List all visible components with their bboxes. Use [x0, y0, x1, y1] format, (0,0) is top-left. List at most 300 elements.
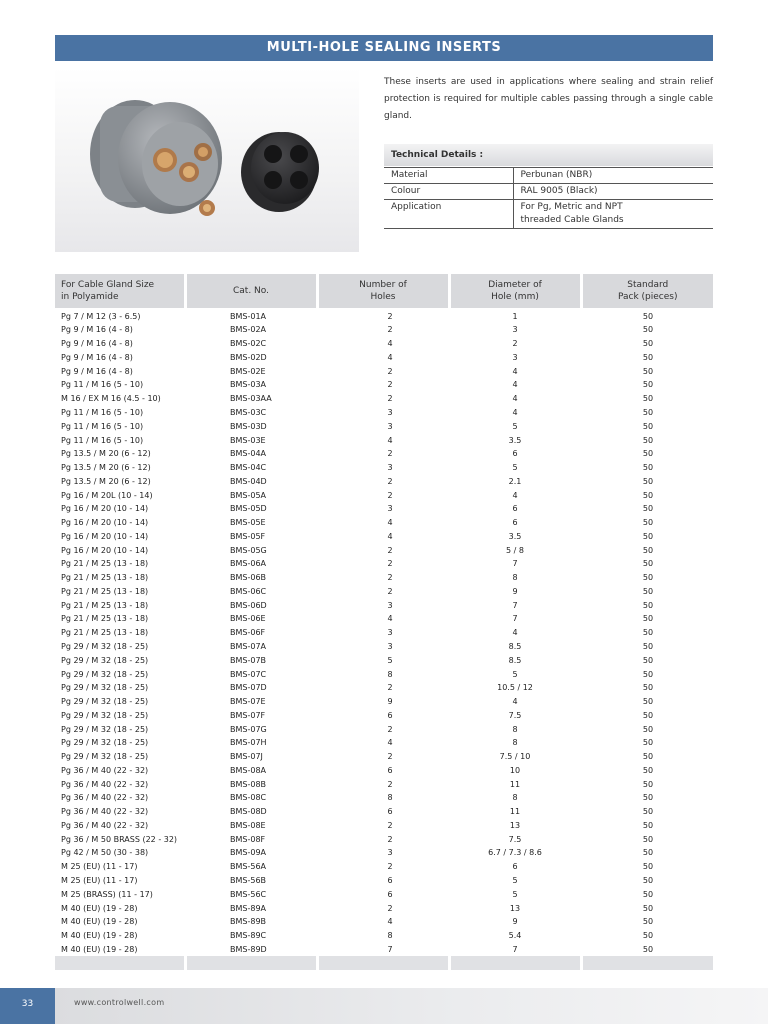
holes-cell: 4 — [387, 614, 393, 624]
table-footer-cell — [581, 956, 713, 970]
holes-cell: 2 — [387, 380, 393, 390]
website-url: www.controlwell.com — [74, 998, 165, 1007]
table-row — [55, 308, 713, 323]
table-row — [55, 392, 713, 406]
holes-cell: 4 — [387, 518, 393, 528]
header-cat-no: Cat. No. — [185, 274, 317, 308]
diameter-cell: 3.5 — [508, 531, 522, 541]
holes-cell: 3 — [387, 848, 393, 858]
tech-row — [384, 184, 713, 200]
gland-size-cell: M 40 (EU) (19 - 28) — [61, 903, 138, 913]
table-row — [55, 585, 713, 599]
tech-label: Material — [384, 168, 513, 184]
holes-cell: 2 — [387, 903, 393, 913]
gland-size-cell: Pg 36 / M 40 (22 - 32) — [61, 793, 149, 803]
diameter-cell: 3.5 — [508, 435, 522, 445]
diameter-cell: 8 — [512, 724, 518, 734]
diameter-cell: 5 — [512, 669, 518, 679]
cat-no-cell: BMS-08B — [230, 779, 267, 789]
diameter-cell: 8.5 — [508, 655, 522, 665]
cat-no-cell: BMS-05A — [230, 490, 267, 500]
gland-size-cell: M 25 (EU) (11 - 17) — [61, 876, 138, 885]
cat-no-cell: BMS-03E — [230, 435, 266, 445]
table-row — [55, 598, 713, 612]
pack-cell: 50 — [642, 504, 654, 514]
tech-label: Colour — [384, 184, 513, 200]
gland-size-cell: Pg 11 / M 16 (5 - 10) — [61, 407, 144, 417]
tech-value — [513, 200, 713, 229]
diameter-cell: 5 — [512, 876, 518, 885]
pack-cell: 50 — [642, 820, 654, 830]
gland-size-cell: Pg 7 / M 12 (3 - 6.5) — [61, 312, 141, 321]
pack-cell: 50 — [642, 710, 654, 720]
diameter-cell: 4 — [512, 697, 518, 707]
table-row — [55, 474, 713, 488]
cat-no-cell: BMS-01A — [230, 312, 267, 321]
pack-cell: 50 — [642, 889, 654, 899]
table-row — [55, 529, 713, 543]
diameter-cell: 3 — [512, 352, 518, 362]
holes-cell: 2 — [387, 312, 393, 321]
pack-cell: 50 — [642, 559, 654, 569]
holes-cell: 2 — [387, 820, 393, 830]
table-footer-cell — [317, 956, 449, 970]
diameter-cell: 1 — [512, 312, 518, 321]
diameter-cell: 5 / 8 — [506, 545, 524, 555]
diameter-cell: 8 — [512, 738, 518, 748]
cat-no-cell: BMS-08F — [230, 834, 266, 844]
holes-cell: 2 — [387, 325, 393, 335]
gland-size-cell: M 40 (EU) (19 - 28) — [61, 917, 138, 927]
table-row — [55, 433, 713, 447]
header-standard-pack: Standard Pack (pieces) — [581, 274, 713, 308]
cable-gland-image — [55, 68, 359, 252]
gland-size-cell: Pg 29 / M 32 (18 - 25) — [61, 655, 149, 665]
header-gland-size: For Cable Gland Size in Polyamide — [55, 274, 185, 308]
table-row — [55, 722, 713, 736]
diameter-cell: 7 — [512, 614, 518, 624]
holes-cell: 6 — [387, 710, 393, 720]
cat-no-cell: BMS-06B — [230, 573, 267, 583]
diameter-cell: 6 — [512, 862, 518, 872]
diameter-cell: 11 — [509, 807, 521, 817]
table-row — [55, 406, 713, 420]
cat-no-cell: BMS-89B — [230, 917, 267, 927]
cat-no-cell: BMS-06F — [230, 628, 266, 638]
table-row — [55, 419, 713, 433]
holes-cell: 2 — [387, 394, 393, 404]
table-footer-row — [55, 956, 713, 970]
product-photo — [55, 68, 359, 252]
cat-no-cell: BMS-07A — [230, 641, 267, 651]
gland-size-cell: Pg 9 / M 16 (4 - 8) — [61, 339, 133, 349]
diameter-cell: 7 — [512, 944, 518, 954]
gland-size-cell: Pg 13.5 / M 20 (6 - 12) — [61, 449, 151, 459]
diameter-cell: 4 — [512, 366, 518, 376]
pack-cell: 50 — [642, 738, 654, 748]
gland-size-cell: Pg 29 / M 32 (18 - 25) — [61, 752, 149, 762]
holes-cell: 2 — [387, 490, 393, 500]
diameter-cell: 2 — [512, 339, 518, 349]
holes-cell: 2 — [387, 545, 393, 555]
holes-cell: 3 — [387, 628, 393, 638]
gland-size-cell: Pg 29 / M 32 (18 - 25) — [61, 669, 149, 679]
gland-size-cell: Pg 36 / M 40 (22 - 32) — [61, 807, 149, 817]
cat-no-cell: BMS-05E — [230, 518, 266, 528]
gland-size-cell: Pg 16 / M 20L (10 - 14) — [61, 490, 153, 500]
cat-no-cell: BMS-07G — [230, 724, 267, 734]
diameter-cell: 4 — [512, 380, 518, 390]
diameter-cell: 7.5 — [508, 834, 522, 844]
page-title: MULTI-HOLE SEALING INSERTS — [55, 35, 713, 61]
pack-cell: 50 — [642, 779, 654, 789]
pack-cell: 50 — [642, 545, 654, 555]
diameter-cell: 5 — [512, 421, 518, 431]
gland-size-cell: Pg 11 / M 16 (5 - 10) — [61, 435, 144, 445]
cat-no-cell: BMS-05G — [230, 545, 267, 555]
gland-size-cell: Pg 21 / M 25 (13 - 18) — [61, 600, 149, 610]
table-row — [55, 378, 713, 392]
pack-cell: 50 — [642, 518, 654, 528]
holes-cell: 2 — [387, 476, 393, 486]
table-row — [55, 447, 713, 461]
diameter-cell: 6.7 / 7.3 / 8.6 — [488, 848, 542, 858]
pack-cell: 50 — [642, 573, 654, 583]
table-row — [55, 777, 713, 791]
table-row — [55, 488, 713, 502]
cat-no-cell: BMS-07J — [230, 752, 263, 762]
cat-no-cell: BMS-89A — [230, 903, 267, 913]
pack-cell: 50 — [642, 325, 654, 335]
gland-size-cell: Pg 21 / M 25 (13 - 18) — [61, 573, 149, 583]
cat-no-cell: BMS-07H — [230, 738, 267, 748]
cat-no-cell: BMS-03D — [230, 421, 267, 431]
pack-cell: 50 — [642, 421, 654, 431]
pack-cell: 50 — [642, 380, 654, 390]
table-row — [55, 337, 713, 351]
table-row — [55, 708, 713, 722]
table-footer-cell — [449, 956, 581, 970]
cat-no-cell: BMS-08D — [230, 807, 267, 817]
tech-value: RAL 9005 (Black) — [513, 184, 713, 200]
table-row — [55, 557, 713, 571]
gland-size-cell: Pg 16 / M 20 (10 - 14) — [61, 518, 149, 528]
holes-cell: 6 — [387, 876, 393, 885]
gland-size-cell: Pg 36 / M 50 BRASS (22 - 32) — [61, 834, 178, 844]
diameter-cell: 2.1 — [508, 476, 522, 486]
table-row — [55, 874, 713, 888]
holes-cell: 2 — [387, 683, 393, 693]
gland-size-cell: Pg 29 / M 32 (18 - 25) — [61, 641, 149, 651]
table-row — [55, 764, 713, 778]
diameter-cell: 10.5 / 12 — [497, 683, 533, 693]
gland-size-cell: M 40 (EU) (19 - 28) — [61, 931, 138, 941]
table-row — [55, 351, 713, 365]
holes-cell: 4 — [387, 917, 393, 927]
holes-cell: 6 — [387, 807, 393, 817]
holes-cell: 6 — [387, 889, 393, 899]
cat-no-cell: BMS-02C — [230, 339, 267, 349]
cat-no-cell: BMS-04A — [230, 449, 267, 459]
gland-size-cell: M 40 (EU) (19 - 28) — [61, 944, 138, 954]
cat-no-cell: BMS-07E — [230, 697, 266, 707]
gland-size-cell: Pg 13.5 / M 20 (6 - 12) — [61, 463, 151, 473]
table-row — [55, 502, 713, 516]
holes-cell: 2 — [387, 862, 393, 872]
table-row — [55, 929, 713, 943]
pack-cell: 50 — [642, 834, 654, 844]
diameter-cell: 8.5 — [508, 641, 522, 651]
pack-cell: 50 — [642, 366, 654, 376]
cat-no-cell: BMS-56B — [230, 876, 267, 885]
cat-no-cell: BMS-08C — [230, 793, 267, 803]
gland-size-cell: Pg 21 / M 25 (13 - 18) — [61, 614, 149, 624]
pack-cell: 50 — [642, 724, 654, 734]
cat-no-cell: BMS-02D — [230, 352, 267, 362]
table-row — [55, 750, 713, 764]
holes-cell: 6 — [387, 765, 393, 775]
gland-size-cell: Pg 13.5 / M 20 (6 - 12) — [61, 476, 151, 486]
gland-size-cell: M 16 / EX M 16 (4.5 - 10) — [61, 394, 161, 404]
table-row — [55, 323, 713, 337]
holes-cell: 9 — [387, 697, 393, 707]
table-row — [55, 860, 713, 874]
table-footer-cell — [185, 956, 317, 970]
holes-cell: 2 — [387, 366, 393, 376]
diameter-cell: 9 — [512, 917, 518, 927]
holes-cell: 4 — [387, 531, 393, 541]
holes-cell: 8 — [387, 669, 393, 679]
pack-cell: 50 — [642, 312, 654, 321]
pack-cell: 50 — [642, 463, 654, 473]
cat-no-cell: BMS-56C — [230, 889, 267, 899]
holes-cell: 3 — [387, 641, 393, 651]
holes-cell: 2 — [387, 573, 393, 583]
pack-cell: 50 — [642, 628, 654, 638]
gland-size-cell: Pg 11 / M 16 (5 - 10) — [61, 421, 144, 431]
pack-cell: 50 — [642, 600, 654, 610]
pack-cell: 50 — [642, 339, 654, 349]
gland-size-cell: Pg 29 / M 32 (18 - 25) — [61, 724, 149, 734]
gland-size-cell: Pg 9 / M 16 (4 - 8) — [61, 352, 133, 362]
tech-label: Application — [384, 200, 513, 229]
holes-cell: 3 — [387, 407, 393, 417]
cat-no-cell: BMS-06D — [230, 600, 267, 610]
diameter-cell: 7 — [512, 600, 518, 610]
tech-row — [384, 200, 713, 229]
table-row — [55, 736, 713, 750]
pack-cell: 50 — [642, 449, 654, 459]
pack-cell: 50 — [642, 944, 654, 954]
cat-no-cell: BMS-08A — [230, 765, 267, 775]
pack-cell: 50 — [642, 697, 654, 707]
pack-cell: 50 — [642, 586, 654, 596]
gland-size-cell: Pg 9 / M 16 (4 - 8) — [61, 366, 133, 376]
cat-no-cell: BMS-03C — [230, 407, 267, 417]
cat-no-cell: BMS-07B — [230, 655, 267, 665]
cat-no-cell: BMS-09A — [230, 848, 267, 858]
cat-no-cell: BMS-07F — [230, 710, 266, 720]
gland-size-cell: Pg 21 / M 25 (13 - 18) — [61, 628, 149, 638]
gland-size-cell: Pg 11 / M 16 (5 - 10) — [61, 380, 144, 390]
cat-no-cell: BMS-06A — [230, 559, 267, 569]
holes-cell: 5 — [387, 655, 393, 665]
diameter-cell: 5 — [512, 889, 518, 899]
holes-cell: 2 — [387, 724, 393, 734]
holes-cell: 2 — [387, 834, 393, 844]
diameter-cell: 7.5 — [508, 710, 522, 720]
gland-size-cell: Pg 16 / M 20 (10 - 14) — [61, 504, 149, 514]
gland-size-cell: Pg 16 / M 20 (10 - 14) — [61, 545, 149, 555]
diameter-cell: 7.5 / 10 — [499, 752, 531, 762]
table-row — [55, 695, 713, 709]
diameter-cell: 8 — [512, 793, 518, 803]
diameter-cell: 13 — [509, 820, 521, 830]
cat-no-cell: BMS-05D — [230, 504, 267, 514]
pack-cell: 50 — [642, 352, 654, 362]
pack-cell: 50 — [642, 862, 654, 872]
technical-details-table — [384, 167, 713, 229]
diameter-cell: 3 — [512, 325, 518, 335]
cat-no-cell: BMS-06E — [230, 614, 266, 624]
header-hole-diameter: Diameter of Hole (mm) — [449, 274, 581, 308]
table-row — [55, 887, 713, 901]
gland-size-cell: Pg 29 / M 32 (18 - 25) — [61, 697, 149, 707]
pack-cell: 50 — [642, 793, 654, 803]
pack-cell: 50 — [642, 683, 654, 693]
holes-cell: 8 — [387, 793, 393, 803]
table-row — [55, 516, 713, 530]
holes-cell: 3 — [387, 600, 393, 610]
pack-cell: 50 — [642, 614, 654, 624]
pack-cell: 50 — [642, 655, 654, 665]
table-row — [55, 791, 713, 805]
diameter-cell: 4 — [512, 407, 518, 417]
table-row — [55, 640, 713, 654]
diameter-cell: 4 — [512, 628, 518, 638]
tech-value: Perbunan (NBR) — [513, 168, 713, 184]
gland-size-cell: M 25 (BRASS) (11 - 17) — [61, 889, 153, 899]
gland-size-cell: M 25 (EU) (11 - 17) — [61, 862, 138, 872]
diameter-cell: 8 — [512, 573, 518, 583]
table-row — [55, 901, 713, 915]
pack-cell: 50 — [642, 931, 654, 941]
diameter-cell: 4 — [512, 394, 518, 404]
diameter-cell: 6 — [512, 518, 518, 528]
pack-cell: 50 — [642, 876, 654, 885]
gland-size-cell: Pg 21 / M 25 (13 - 18) — [61, 586, 149, 596]
gland-size-cell: Pg 16 / M 20 (10 - 14) — [61, 531, 149, 541]
gland-size-cell: Pg 36 / M 40 (22 - 32) — [61, 779, 149, 789]
table-body — [55, 308, 713, 956]
intro-text: These inserts are used in applications where sealing and strain relief protection is required for multiple cables passing through a single cable gland. — [384, 77, 713, 121]
table-row — [55, 626, 713, 640]
gland-size-cell: Pg 42 / M 50 (30 - 38) — [61, 848, 149, 858]
holes-cell: 2 — [387, 559, 393, 569]
table-footer-cell — [55, 956, 185, 970]
page-number: 33 — [0, 988, 55, 1024]
table-row — [55, 543, 713, 557]
table-row — [55, 667, 713, 681]
page-footer — [0, 988, 768, 1024]
table-row — [55, 819, 713, 833]
technical-details-heading: Technical Details : — [384, 144, 713, 166]
gland-size-cell: Pg 21 / M 25 (13 - 18) — [61, 559, 149, 569]
diameter-cell: 9 — [512, 586, 518, 596]
pack-cell: 50 — [642, 917, 654, 927]
table-row — [55, 571, 713, 585]
cat-no-cell: BMS-03A — [230, 380, 267, 390]
table-row — [55, 461, 713, 475]
holes-cell: 3 — [387, 421, 393, 431]
tech-row — [384, 168, 713, 184]
diameter-cell: 6 — [512, 449, 518, 459]
pack-cell: 50 — [642, 490, 654, 500]
cat-no-cell: BMS-02E — [230, 366, 266, 376]
holes-cell: 8 — [387, 931, 393, 941]
cat-no-cell: BMS-07C — [230, 669, 267, 679]
holes-cell: 2 — [387, 779, 393, 789]
gland-size-cell: Pg 29 / M 32 (18 - 25) — [61, 710, 149, 720]
holes-cell: 4 — [387, 352, 393, 362]
table-row — [55, 653, 713, 667]
cat-no-cell: BMS-05F — [230, 531, 266, 541]
pack-cell: 50 — [642, 531, 654, 541]
tech-value-line1: For Pg, Metric and NPT — [520, 202, 623, 212]
pack-cell: 50 — [642, 669, 654, 679]
cat-no-cell: BMS-04D — [230, 476, 267, 486]
product-table — [55, 274, 713, 970]
cat-no-cell: BMS-04C — [230, 463, 267, 473]
holes-cell: 2 — [387, 449, 393, 459]
header-number-of-holes: Number of Holes — [317, 274, 449, 308]
diameter-cell: 7 — [512, 559, 518, 569]
pack-cell: 50 — [642, 752, 654, 762]
pack-cell: 50 — [642, 848, 654, 858]
cat-no-cell: BMS-06C — [230, 586, 267, 596]
cat-no-cell: BMS-56A — [230, 862, 267, 872]
table-row — [55, 915, 713, 929]
holes-cell: 4 — [387, 738, 393, 748]
holes-cell: 2 — [387, 586, 393, 596]
table-row — [55, 681, 713, 695]
tech-value-line2: threaded Cable Glands — [520, 215, 624, 225]
cat-no-cell: BMS-07D — [230, 683, 267, 693]
diameter-cell: 11 — [509, 779, 521, 789]
holes-cell: 3 — [387, 504, 393, 514]
holes-cell: 4 — [387, 435, 393, 445]
holes-cell: 4 — [387, 339, 393, 349]
diameter-cell: 10 — [509, 765, 521, 775]
table-row — [55, 364, 713, 378]
pack-cell: 50 — [642, 394, 654, 404]
gland-size-cell: Pg 29 / M 32 (18 - 25) — [61, 683, 149, 693]
gland-size-cell: Pg 36 / M 40 (22 - 32) — [61, 820, 149, 830]
cat-no-cell: BMS-08E — [230, 820, 266, 830]
cat-no-cell: BMS-89D — [230, 944, 267, 954]
diameter-cell: 13 — [509, 903, 521, 913]
diameter-cell: 5.4 — [508, 931, 522, 941]
gland-size-cell: Pg 29 / M 32 (18 - 25) — [61, 738, 149, 748]
pack-cell: 50 — [642, 765, 654, 775]
pack-cell: 50 — [642, 476, 654, 486]
table-row — [55, 832, 713, 846]
diameter-cell: 4 — [512, 490, 518, 500]
table-header-row — [55, 274, 713, 308]
holes-cell: 3 — [387, 463, 393, 473]
diameter-cell: 5 — [512, 463, 518, 473]
cat-no-cell: BMS-89C — [230, 931, 267, 941]
